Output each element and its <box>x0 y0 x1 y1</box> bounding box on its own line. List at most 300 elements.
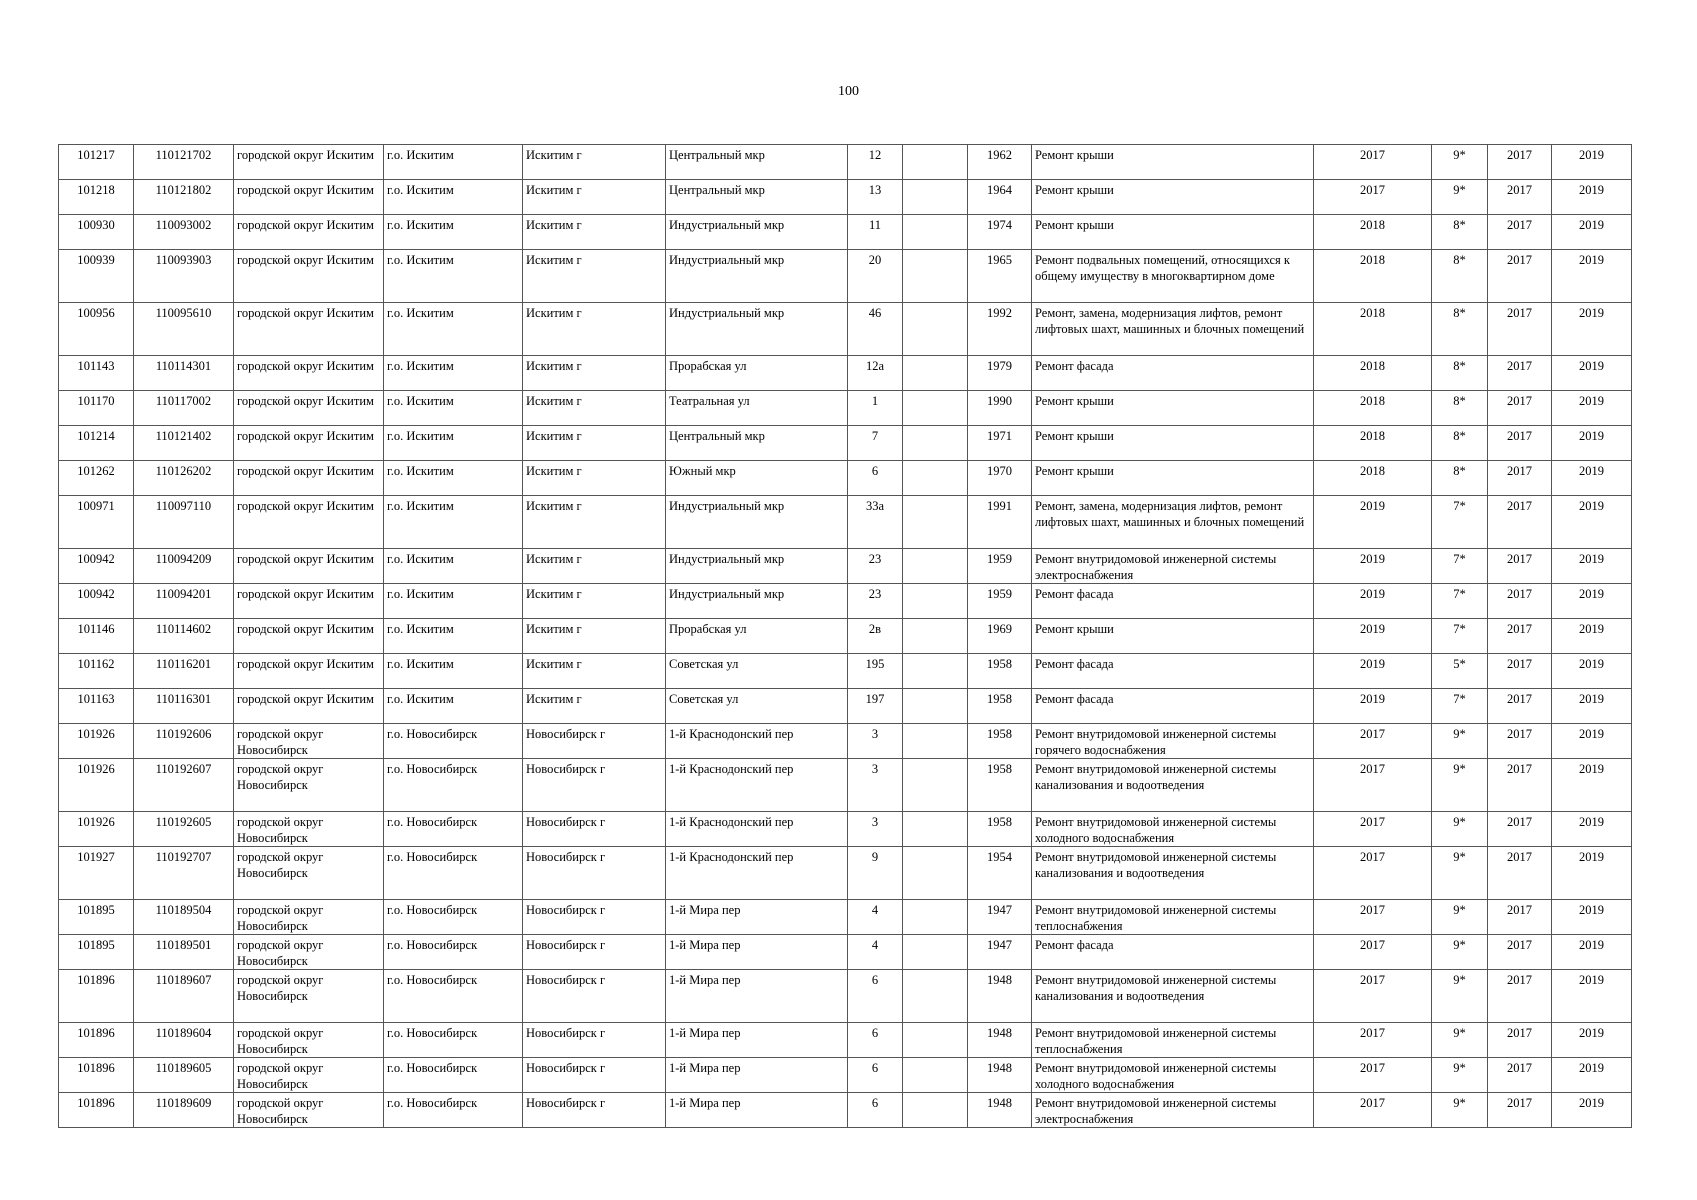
cell-settlement: Новосибирск г <box>523 900 666 935</box>
cell-work-id: 110093903 <box>134 250 234 303</box>
cell-house-id: 100956 <box>59 303 134 356</box>
cell-house-number: 3 <box>848 724 903 759</box>
table-row <box>59 549 1632 584</box>
table-body <box>59 145 1632 1128</box>
cell-house-number: 23 <box>848 584 903 619</box>
cell-municipality: городской округ Новосибирск <box>234 812 384 847</box>
cell-municipality: городской округ Искитим <box>234 654 384 689</box>
cell-house-number: 4 <box>848 935 903 970</box>
cell-settlement: Искитим г <box>523 619 666 654</box>
cell-period-start: 2017 <box>1488 619 1552 654</box>
cell-house-id: 101895 <box>59 935 134 970</box>
cell-period-start: 2017 <box>1488 812 1552 847</box>
cell-period-end: 2019 <box>1552 759 1632 812</box>
cell-house-number: 7 <box>848 426 903 461</box>
cell-house-number: 20 <box>848 250 903 303</box>
cell-plan-year: 2017 <box>1314 759 1432 812</box>
cell-period-start: 2017 <box>1488 496 1552 549</box>
cell-work-id: 110121802 <box>134 180 234 215</box>
cell-period-start: 2017 <box>1488 970 1552 1023</box>
cell-work-type: Ремонт фасада <box>1032 935 1314 970</box>
cell-house-id: 101927 <box>59 847 134 900</box>
cell-house-id: 101926 <box>59 759 134 812</box>
cell-municipal-unit: г.о. Новосибирск <box>384 1023 523 1058</box>
cell-period-start: 2017 <box>1488 303 1552 356</box>
cell-house-id: 101896 <box>59 1093 134 1128</box>
cell-street: 1-й Мира пер <box>666 900 848 935</box>
cell-priority: 7* <box>1432 584 1488 619</box>
cell-period-start: 2017 <box>1488 1093 1552 1128</box>
cell-street: Индустриальный мкр <box>666 250 848 303</box>
cell-build-year: 1958 <box>968 812 1032 847</box>
cell-street: 1-й Краснодонский пер <box>666 724 848 759</box>
cell-work-type: Ремонт подвальных помещений, относящихся к общему имуществу в многоквартирном доме <box>1032 250 1314 303</box>
cell-street: Театральная ул <box>666 391 848 426</box>
cell-settlement: Искитим г <box>523 689 666 724</box>
cell-plan-year: 2018 <box>1314 250 1432 303</box>
cell-house-id: 101162 <box>59 654 134 689</box>
cell-house-id: 101163 <box>59 689 134 724</box>
cell-house-number: 197 <box>848 689 903 724</box>
cell-plan-year: 2018 <box>1314 461 1432 496</box>
cell-settlement: Новосибирск г <box>523 935 666 970</box>
cell-house-id: 101218 <box>59 180 134 215</box>
cell-municipality: городской округ Искитим <box>234 250 384 303</box>
cell-priority: 9* <box>1432 847 1488 900</box>
cell-house-number: 12 <box>848 145 903 180</box>
cell-settlement: Новосибирск г <box>523 1093 666 1128</box>
cell-municipal-unit: г.о. Новосибирск <box>384 935 523 970</box>
cell-house-id: 101896 <box>59 1058 134 1093</box>
table-row <box>59 215 1632 250</box>
table-row <box>59 461 1632 496</box>
cell-work-id: 110117002 <box>134 391 234 426</box>
cell-period-start: 2017 <box>1488 356 1552 391</box>
cell-period-start: 2017 <box>1488 689 1552 724</box>
cell-house-number: 33а <box>848 496 903 549</box>
table-row <box>59 1023 1632 1058</box>
cell-building <box>903 724 968 759</box>
table-row <box>59 900 1632 935</box>
cell-work-type: Ремонт внутридомовой инженерной системы канализования и водоотведения <box>1032 847 1314 900</box>
cell-municipality: городской округ Новосибирск <box>234 900 384 935</box>
cell-municipal-unit: г.о. Новосибирск <box>384 970 523 1023</box>
table-row <box>59 724 1632 759</box>
cell-house-id: 101926 <box>59 724 134 759</box>
cell-build-year: 1964 <box>968 180 1032 215</box>
cell-work-id: 110116301 <box>134 689 234 724</box>
cell-settlement: Новосибирск г <box>523 1058 666 1093</box>
cell-period-end: 2019 <box>1552 1093 1632 1128</box>
cell-street: 1-й Мира пер <box>666 1093 848 1128</box>
table-row <box>59 1093 1632 1128</box>
cell-work-id: 110095610 <box>134 303 234 356</box>
cell-build-year: 1991 <box>968 496 1032 549</box>
cell-work-id: 110189501 <box>134 935 234 970</box>
cell-settlement: Новосибирск г <box>523 759 666 812</box>
cell-work-id: 110094201 <box>134 584 234 619</box>
cell-build-year: 1965 <box>968 250 1032 303</box>
cell-street: Индустриальный мкр <box>666 496 848 549</box>
table-row <box>59 180 1632 215</box>
cell-house-number: 6 <box>848 1023 903 1058</box>
cell-house-number: 13 <box>848 180 903 215</box>
table-row <box>59 1058 1632 1093</box>
cell-period-start: 2017 <box>1488 847 1552 900</box>
cell-municipality: городской округ Новосибирск <box>234 935 384 970</box>
cell-period-end: 2019 <box>1552 935 1632 970</box>
cell-work-id: 110093002 <box>134 215 234 250</box>
cell-house-number: 2в <box>848 619 903 654</box>
cell-settlement: Искитим г <box>523 461 666 496</box>
cell-settlement: Новосибирск г <box>523 1023 666 1058</box>
cell-municipality: городской округ Искитим <box>234 584 384 619</box>
cell-plan-year: 2017 <box>1314 1058 1432 1093</box>
cell-plan-year: 2019 <box>1314 549 1432 584</box>
table-row <box>59 250 1632 303</box>
cell-period-end: 2019 <box>1552 654 1632 689</box>
cell-municipality: городской округ Новосибирск <box>234 1023 384 1058</box>
cell-work-id: 110189504 <box>134 900 234 935</box>
cell-municipality: городской округ Искитим <box>234 303 384 356</box>
cell-settlement: Искитим г <box>523 654 666 689</box>
cell-period-start: 2017 <box>1488 250 1552 303</box>
cell-period-end: 2019 <box>1552 145 1632 180</box>
cell-street: 1-й Краснодонский пер <box>666 759 848 812</box>
cell-period-start: 2017 <box>1488 935 1552 970</box>
cell-period-end: 2019 <box>1552 391 1632 426</box>
cell-priority: 5* <box>1432 654 1488 689</box>
cell-work-id: 110192707 <box>134 847 234 900</box>
cell-municipality: городской округ Новосибирск <box>234 1058 384 1093</box>
cell-municipal-unit: г.о. Новосибирск <box>384 724 523 759</box>
cell-municipal-unit: г.о. Искитим <box>384 303 523 356</box>
cell-municipal-unit: г.о. Искитим <box>384 584 523 619</box>
cell-building <box>903 145 968 180</box>
cell-build-year: 1947 <box>968 935 1032 970</box>
cell-municipality: городской округ Новосибирск <box>234 970 384 1023</box>
cell-settlement: Новосибирск г <box>523 724 666 759</box>
cell-settlement: Искитим г <box>523 426 666 461</box>
cell-priority: 8* <box>1432 215 1488 250</box>
cell-municipal-unit: г.о. Искитим <box>384 391 523 426</box>
cell-work-type: Ремонт фасада <box>1032 654 1314 689</box>
cell-build-year: 1970 <box>968 461 1032 496</box>
cell-house-id: 101146 <box>59 619 134 654</box>
cell-period-end: 2019 <box>1552 549 1632 584</box>
cell-municipality: городской округ Искитим <box>234 426 384 461</box>
cell-work-id: 110192607 <box>134 759 234 812</box>
cell-work-type: Ремонт, замена, модернизация лифтов, ремонт лифтовых шахт, машинных и блочных помещений <box>1032 303 1314 356</box>
cell-work-type: Ремонт крыши <box>1032 145 1314 180</box>
cell-build-year: 1958 <box>968 654 1032 689</box>
cell-street: 1-й Мира пер <box>666 1058 848 1093</box>
cell-priority: 7* <box>1432 549 1488 584</box>
table-row <box>59 619 1632 654</box>
cell-street: Советская ул <box>666 654 848 689</box>
cell-house-number: 11 <box>848 215 903 250</box>
table-row <box>59 303 1632 356</box>
cell-house-id: 100930 <box>59 215 134 250</box>
cell-build-year: 1948 <box>968 1058 1032 1093</box>
cell-plan-year: 2018 <box>1314 426 1432 461</box>
cell-priority: 8* <box>1432 461 1488 496</box>
cell-period-start: 2017 <box>1488 759 1552 812</box>
cell-period-start: 2017 <box>1488 549 1552 584</box>
cell-house-number: 46 <box>848 303 903 356</box>
cell-work-id: 110114602 <box>134 619 234 654</box>
cell-build-year: 1954 <box>968 847 1032 900</box>
cell-building <box>903 1058 968 1093</box>
cell-plan-year: 2017 <box>1314 1023 1432 1058</box>
cell-work-id: 110094209 <box>134 549 234 584</box>
cell-municipal-unit: г.о. Искитим <box>384 461 523 496</box>
cell-municipality: городской округ Искитим <box>234 215 384 250</box>
cell-plan-year: 2019 <box>1314 584 1432 619</box>
table-row <box>59 935 1632 970</box>
cell-municipal-unit: г.о. Новосибирск <box>384 900 523 935</box>
cell-building <box>903 812 968 847</box>
cell-street: Центральный мкр <box>666 180 848 215</box>
cell-work-type: Ремонт фасада <box>1032 689 1314 724</box>
cell-period-end: 2019 <box>1552 900 1632 935</box>
cell-municipality: городской округ Искитим <box>234 391 384 426</box>
cell-work-id: 110116201 <box>134 654 234 689</box>
cell-work-id: 110189604 <box>134 1023 234 1058</box>
cell-street: Индустриальный мкр <box>666 303 848 356</box>
table-row <box>59 847 1632 900</box>
cell-priority: 8* <box>1432 303 1488 356</box>
cell-building <box>903 935 968 970</box>
cell-priority: 9* <box>1432 724 1488 759</box>
cell-plan-year: 2017 <box>1314 180 1432 215</box>
cell-municipality: городской округ Искитим <box>234 689 384 724</box>
cell-house-id: 101143 <box>59 356 134 391</box>
cell-plan-year: 2018 <box>1314 303 1432 356</box>
cell-build-year: 1948 <box>968 1093 1032 1128</box>
cell-house-id: 101895 <box>59 900 134 935</box>
cell-municipality: городской округ Искитим <box>234 496 384 549</box>
cell-municipality: городской округ Искитим <box>234 461 384 496</box>
cell-plan-year: 2017 <box>1314 145 1432 180</box>
cell-municipal-unit: г.о. Искитим <box>384 250 523 303</box>
cell-work-id: 110121702 <box>134 145 234 180</box>
cell-building <box>903 391 968 426</box>
table-row <box>59 812 1632 847</box>
cell-work-id: 110192605 <box>134 812 234 847</box>
cell-work-type: Ремонт крыши <box>1032 426 1314 461</box>
cell-work-type: Ремонт внутридомовой инженерной системы канализования и водоотведения <box>1032 970 1314 1023</box>
cell-period-end: 2019 <box>1552 619 1632 654</box>
cell-build-year: 1992 <box>968 303 1032 356</box>
cell-municipal-unit: г.о. Новосибирск <box>384 759 523 812</box>
cell-house-number: 9 <box>848 847 903 900</box>
cell-municipality: городской округ Искитим <box>234 549 384 584</box>
cell-municipal-unit: г.о. Искитим <box>384 180 523 215</box>
table-row <box>59 759 1632 812</box>
cell-municipality: городской округ Новосибирск <box>234 724 384 759</box>
cell-street: Индустриальный мкр <box>666 549 848 584</box>
cell-settlement: Искитим г <box>523 250 666 303</box>
cell-building <box>903 250 968 303</box>
cell-house-id: 100942 <box>59 549 134 584</box>
cell-house-number: 6 <box>848 970 903 1023</box>
cell-municipal-unit: г.о. Искитим <box>384 145 523 180</box>
cell-house-number: 12а <box>848 356 903 391</box>
cell-priority: 9* <box>1432 1023 1488 1058</box>
cell-settlement: Искитим г <box>523 549 666 584</box>
table-row <box>59 391 1632 426</box>
cell-settlement: Искитим г <box>523 303 666 356</box>
cell-settlement: Искитим г <box>523 180 666 215</box>
table-row <box>59 496 1632 549</box>
cell-building <box>903 496 968 549</box>
cell-plan-year: 2017 <box>1314 1093 1432 1128</box>
cell-work-type: Ремонт внутридомовой инженерной системы электроснабжения <box>1032 549 1314 584</box>
cell-period-end: 2019 <box>1552 356 1632 391</box>
cell-municipality: городской округ Новосибирск <box>234 759 384 812</box>
cell-building <box>903 619 968 654</box>
cell-house-id: 101926 <box>59 812 134 847</box>
cell-municipal-unit: г.о. Искитим <box>384 689 523 724</box>
cell-build-year: 1947 <box>968 900 1032 935</box>
cell-priority: 8* <box>1432 426 1488 461</box>
cell-house-id: 101262 <box>59 461 134 496</box>
cell-street: 1-й Мира пер <box>666 970 848 1023</box>
cell-period-end: 2019 <box>1552 1058 1632 1093</box>
cell-plan-year: 2017 <box>1314 847 1432 900</box>
cell-period-end: 2019 <box>1552 1023 1632 1058</box>
cell-work-id: 110192606 <box>134 724 234 759</box>
table-row <box>59 654 1632 689</box>
cell-building <box>903 1023 968 1058</box>
cell-plan-year: 2019 <box>1314 496 1432 549</box>
cell-plan-year: 2018 <box>1314 356 1432 391</box>
cell-plan-year: 2018 <box>1314 391 1432 426</box>
cell-priority: 9* <box>1432 812 1488 847</box>
cell-house-id: 100942 <box>59 584 134 619</box>
cell-settlement: Искитим г <box>523 356 666 391</box>
cell-building <box>903 1093 968 1128</box>
cell-municipality: городской округ Искитим <box>234 145 384 180</box>
cell-period-start: 2017 <box>1488 900 1552 935</box>
cell-plan-year: 2019 <box>1314 619 1432 654</box>
cell-plan-year: 2017 <box>1314 812 1432 847</box>
cell-period-end: 2019 <box>1552 303 1632 356</box>
cell-build-year: 1990 <box>968 391 1032 426</box>
cell-building <box>903 584 968 619</box>
cell-period-end: 2019 <box>1552 215 1632 250</box>
cell-house-id: 101217 <box>59 145 134 180</box>
cell-municipal-unit: г.о. Искитим <box>384 215 523 250</box>
cell-period-start: 2017 <box>1488 584 1552 619</box>
cell-work-id: 110114301 <box>134 356 234 391</box>
cell-priority: 9* <box>1432 900 1488 935</box>
cell-priority: 7* <box>1432 619 1488 654</box>
cell-priority: 9* <box>1432 759 1488 812</box>
cell-period-end: 2019 <box>1552 426 1632 461</box>
cell-work-id: 110126202 <box>134 461 234 496</box>
cell-work-type: Ремонт крыши <box>1032 461 1314 496</box>
cell-municipal-unit: г.о. Новосибирск <box>384 847 523 900</box>
cell-building <box>903 654 968 689</box>
page-number: 100 <box>838 84 859 99</box>
cell-house-id: 101214 <box>59 426 134 461</box>
cell-priority: 7* <box>1432 496 1488 549</box>
cell-house-id: 101896 <box>59 1023 134 1058</box>
table-row <box>59 689 1632 724</box>
cell-house-number: 1 <box>848 391 903 426</box>
cell-period-end: 2019 <box>1552 847 1632 900</box>
cell-municipal-unit: г.о. Искитим <box>384 426 523 461</box>
cell-building <box>903 847 968 900</box>
cell-house-id: 100971 <box>59 496 134 549</box>
cell-building <box>903 970 968 1023</box>
cell-municipal-unit: г.о. Новосибирск <box>384 812 523 847</box>
cell-street: Прорабская ул <box>666 619 848 654</box>
cell-building <box>903 759 968 812</box>
cell-period-end: 2019 <box>1552 250 1632 303</box>
cell-building <box>903 356 968 391</box>
cell-settlement: Искитим г <box>523 391 666 426</box>
cell-plan-year: 2017 <box>1314 900 1432 935</box>
cell-street: 1-й Краснодонский пер <box>666 847 848 900</box>
cell-work-type: Ремонт крыши <box>1032 180 1314 215</box>
cell-work-id: 110121402 <box>134 426 234 461</box>
cell-priority: 8* <box>1432 250 1488 303</box>
cell-build-year: 1958 <box>968 689 1032 724</box>
cell-house-number: 6 <box>848 1093 903 1128</box>
cell-build-year: 1948 <box>968 1023 1032 1058</box>
table-row <box>59 970 1632 1023</box>
cell-municipal-unit: г.о. Новосибирск <box>384 1093 523 1128</box>
cell-settlement: Искитим г <box>523 584 666 619</box>
cell-period-start: 2017 <box>1488 391 1552 426</box>
cell-priority: 9* <box>1432 1093 1488 1128</box>
cell-house-number: 4 <box>848 900 903 935</box>
cell-build-year: 1974 <box>968 215 1032 250</box>
cell-work-id: 110189609 <box>134 1093 234 1128</box>
cell-priority: 9* <box>1432 145 1488 180</box>
cell-municipal-unit: г.о. Новосибирск <box>384 1058 523 1093</box>
cell-period-start: 2017 <box>1488 1058 1552 1093</box>
cell-build-year: 1958 <box>968 724 1032 759</box>
cell-work-type: Ремонт внутридомовой инженерной системы электроснабжения <box>1032 1093 1314 1128</box>
cell-municipal-unit: г.о. Искитим <box>384 496 523 549</box>
cell-plan-year: 2017 <box>1314 724 1432 759</box>
cell-period-end: 2019 <box>1552 689 1632 724</box>
cell-priority: 8* <box>1432 391 1488 426</box>
cell-plan-year: 2019 <box>1314 689 1432 724</box>
cell-work-type: Ремонт внутридомовой инженерной системы холодного водоснабжения <box>1032 1058 1314 1093</box>
cell-municipal-unit: г.о. Искитим <box>384 356 523 391</box>
cell-settlement: Искитим г <box>523 215 666 250</box>
cell-plan-year: 2019 <box>1314 654 1432 689</box>
cell-plan-year: 2017 <box>1314 970 1432 1023</box>
cell-work-type: Ремонт внутридомовой инженерной системы горячего водоснабжения <box>1032 724 1314 759</box>
cell-period-start: 2017 <box>1488 1023 1552 1058</box>
cell-house-number: 6 <box>848 461 903 496</box>
cell-street: Центральный мкр <box>666 145 848 180</box>
cell-street: 1-й Мира пер <box>666 935 848 970</box>
cell-build-year: 1971 <box>968 426 1032 461</box>
cell-period-start: 2017 <box>1488 180 1552 215</box>
cell-settlement: Искитим г <box>523 145 666 180</box>
cell-work-type: Ремонт внутридомовой инженерной системы теплоснабжения <box>1032 900 1314 935</box>
cell-street: Прорабская ул <box>666 356 848 391</box>
cell-building <box>903 461 968 496</box>
cell-period-start: 2017 <box>1488 145 1552 180</box>
